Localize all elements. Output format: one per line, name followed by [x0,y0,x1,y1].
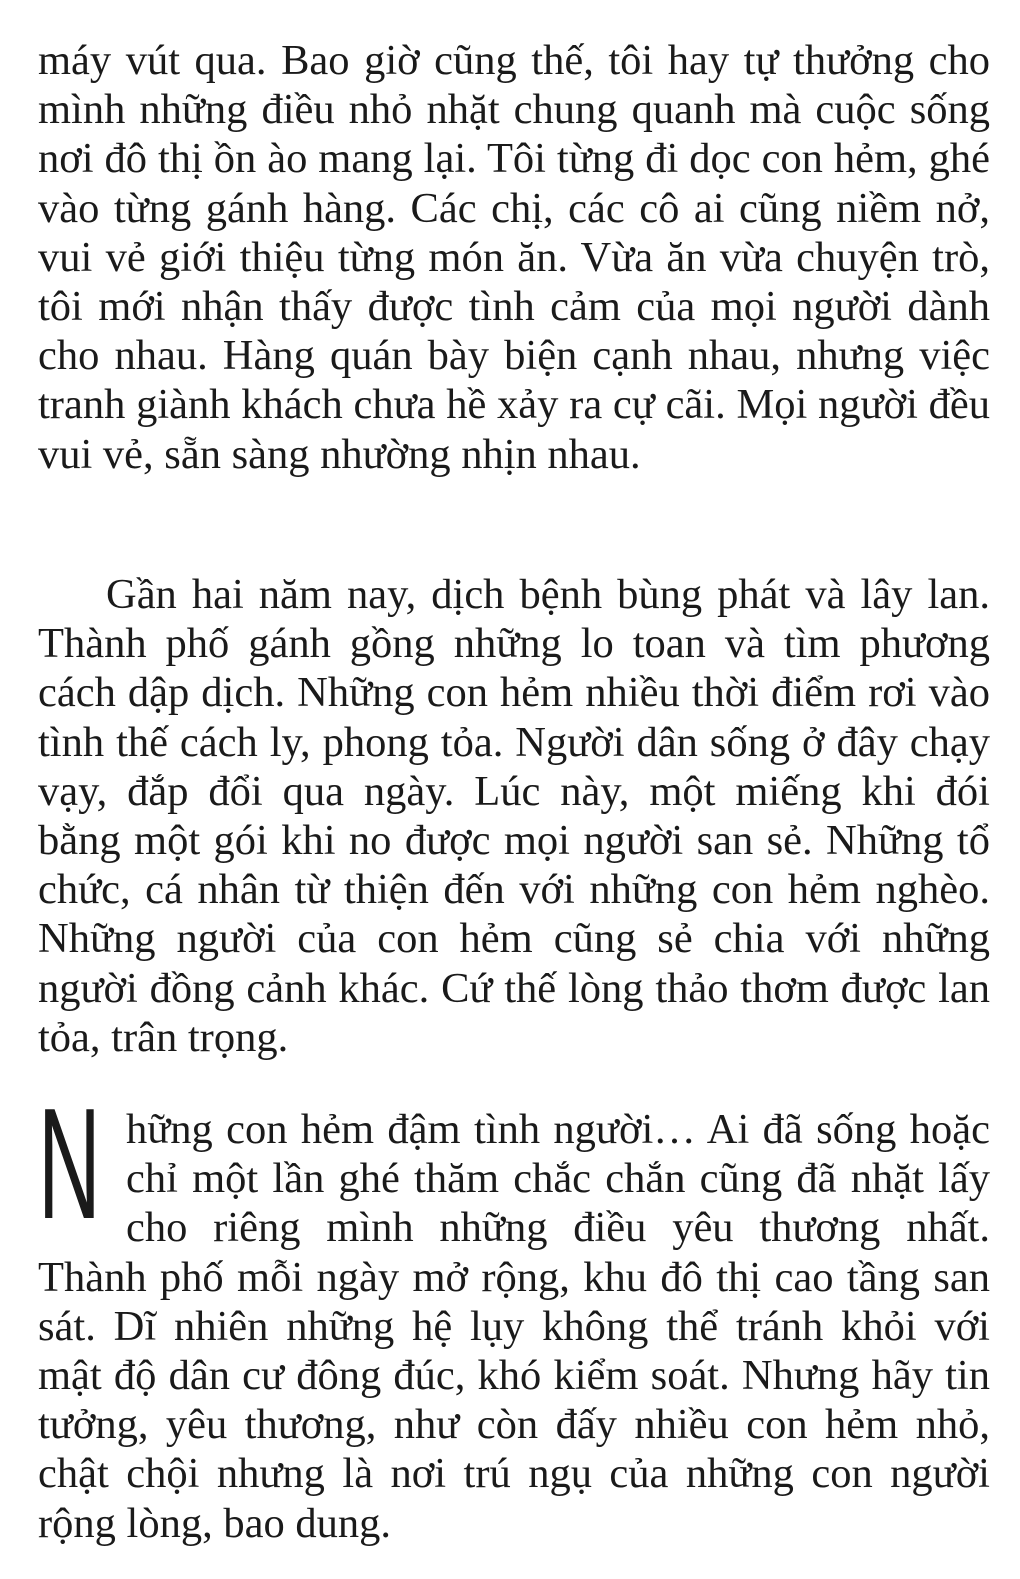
paragraph-2: Gần hai năm nay, dịch bệnh bùng phát và lây lan. Thành phố gánh gồng những lo toan và tìm phương cách dập dịch. Những con hẻm nhiều thời điểm rơi vào tình thế cách ly, phong tỏa. Người dân sống ở đây chạy vạy, đắp đổi qua ngày. Lúc này, một miếng khi đói bằng một gói khi no được mọi người san sẻ. Những tổ chức, cá nhân từ thiện đến với những con hẻm nghèo. Những người của con hẻm cũng sẻ chia với những người đồng cảnh khác. Cứ thế lòng thảo thơm được lan tỏa, trân trọng. [38,571,990,1061]
book-page [38,0,990,1579]
paragraph-3-text: hững con hẻm đậm tình người… Ai đã sống hoặc chỉ một lần ghé thăm chắc chắn cũng đã nhặt lấy cho riêng mình những điều yêu thương nhất. Thành phố mỗi ngày mở rộng, khu đô thị cao tầng san sát. Dĩ nhiên những hệ lụy không thể tránh khỏi với mật độ dân cư đông đúc, khó kiểm soát. Nhưng hãy tin tưởng, yêu thương, như còn đấy nhiều con hẻm nhỏ, chật chội nhưng là nơi trú ngụ của những con người rộng lòng, bao dung. [38,1106,990,1547]
drop-cap-container [38,1076,122,1252]
drop-cap-letter: N [38,1076,101,1252]
paragraph-1: máy vút qua. Bao giờ cũng thế, tôi hay tự thưởng cho mình những điều nhỏ nhặt chung quanh mà cuộc sống nơi đô thị ồn ào mang lại. Tôi từng đi dọc con hẻm, ghé vào từng gánh hàng. Các chị, các cô ai cũng niềm nở, vui vẻ giới thiệu từng món ăn. Vừa ăn vừa chuyện trò, tôi mới nhận thấy được tình cảm của mọi người dành cho nhau. Hàng quán bày biện cạnh nhau, nhưng việc tranh giành khách chưa hề xảy ra cự cãi. Mọi người đều vui vẻ, sẵn sàng nhường nhịn nhau. [38,37,990,478]
paragraph-3 [38,1076,990,1548]
